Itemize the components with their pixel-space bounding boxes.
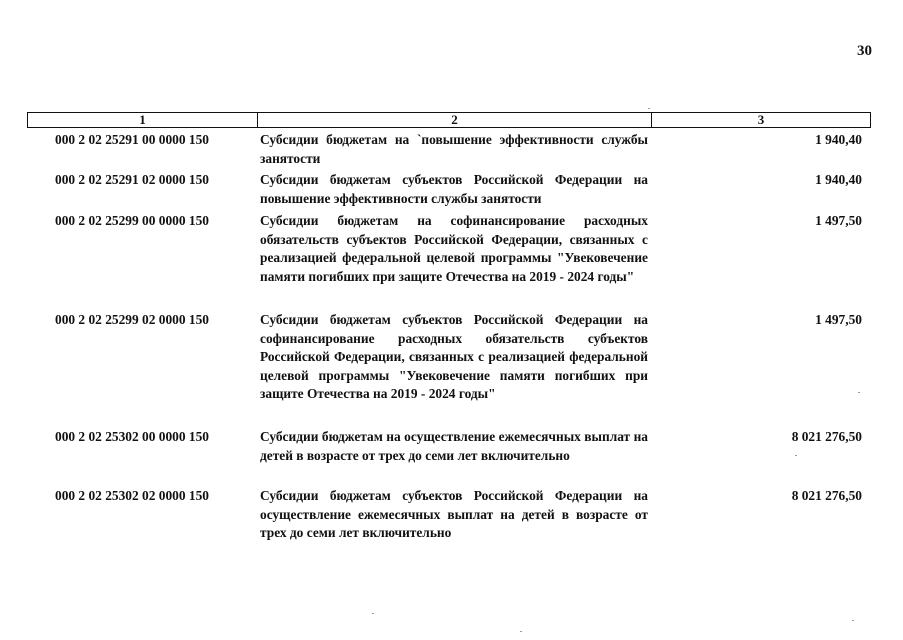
- row-description: Субсидии бюджетам субъектов Российской Федерации на осуществление ежемесячных выплат на детей в возрасте от трех до семи лет включительно: [260, 488, 648, 541]
- column-header-3: 3: [757, 112, 765, 127]
- row-code: 000 2 02 25291 02 0000 150: [55, 172, 209, 187]
- row-amount: 8 021 276,50: [791, 429, 862, 444]
- column-header-1: 1: [28, 113, 258, 127]
- row-code: 000 2 02 25299 00 0000 150: [55, 213, 209, 228]
- row-amount: 1 940,40: [815, 172, 862, 187]
- scan-speck: [372, 613, 374, 614]
- scan-speck: [648, 108, 650, 109]
- table-header: [27, 112, 871, 128]
- row-description: Субсидии бюджетам на `повышение эффективности службы занятости: [260, 132, 648, 166]
- row-amount: 1 940,40: [815, 132, 862, 147]
- row-amount: 1 497,50: [815, 213, 862, 228]
- scan-speck: [795, 455, 797, 456]
- scan-speck: [520, 631, 522, 632]
- row-description: Субсидии бюджетам субъектов Российской Федерации на софинансирование расходных обязательств субъектов Российской Федерации, связанных с реализацией федеральной целевой программы "Увековечение памяти погибших при защите Отечества на 2019 - 2024 годы": [260, 312, 648, 402]
- scan-speck: [858, 392, 860, 393]
- row-amount: 1 497,50: [815, 312, 862, 327]
- row-code: 000 2 02 25291 00 0000 150: [55, 132, 209, 147]
- row-description: Субсидии бюджетам на осуществление ежемесячных выплат на детей в возрасте от трех до семи лет включительно: [260, 429, 648, 463]
- row-code: 000 2 02 25302 00 0000 150: [55, 429, 209, 444]
- row-code: 000 2 02 25302 02 0000 150: [55, 488, 209, 503]
- scan-speck: [852, 620, 854, 621]
- row-description: Субсидии бюджетам на софинансирование расходных обязательств субъектов Российской Федерации, связанных с реализацией федеральной целевой программы "Увековечение памяти погибших при защите Отечества на 2019 - 2024 годы": [260, 213, 648, 284]
- row-amount: 8 021 276,50: [791, 488, 862, 503]
- page-number: 30: [857, 43, 872, 59]
- row-code: 000 2 02 25299 02 0000 150: [55, 312, 209, 327]
- row-description: Субсидии бюджетам субъектов Российской Федерации на повышение эффективности службы занятости: [260, 172, 648, 206]
- column-header-2: 2: [258, 113, 652, 127]
